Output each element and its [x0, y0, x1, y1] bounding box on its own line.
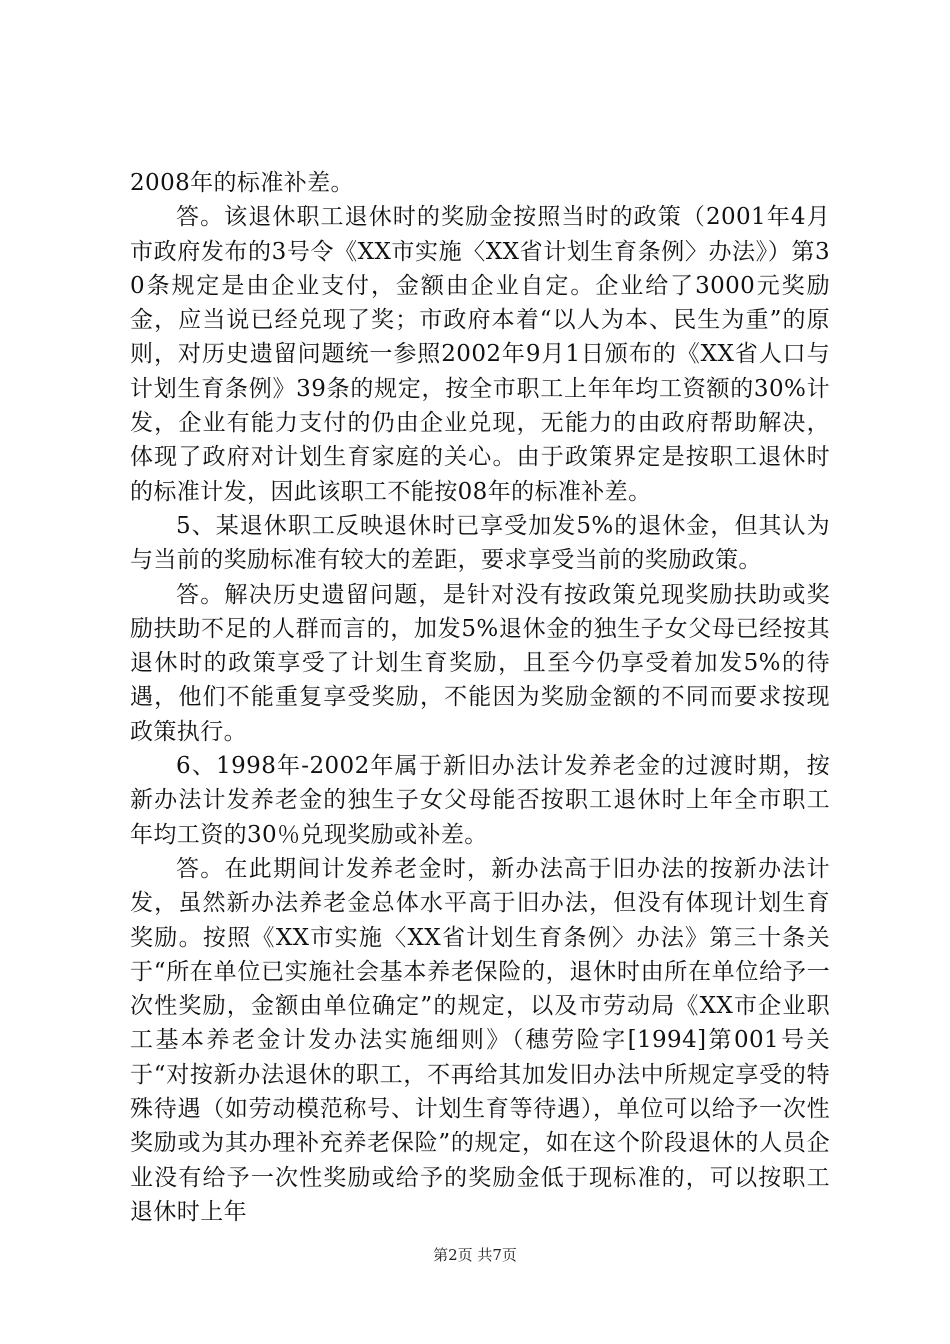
paragraph-question-6: 6、1998年-2002年属于新旧办法计发养老金的过渡时期，按新办法计发养老金的独生子女父母能否按职工退休时上年全市职工年均工资的30％兑现奖励或补差。: [130, 753, 830, 848]
paragraph-answer-6: 答。在此期间计发养老金时，新办法高于旧办法的按新办法计发，虽然新办法养老金总体水平高于旧办法，但没有体现计划生育奖励。按照《XX市实施〈XX省计划生育条例〉办法》第三十条关于“所在单位已实施社会基本养老保险的，退休时由所在单位给予一次性奖励，金额由单位确定”的规定，以及市劳动局《XX市企业职工基本养老金计发办法实施细则》（穗劳险字[1994]第001号关于“对按新办法退休的职工，不再给其加发旧办法中所规定享受的特殊待遇（如劳动模范称号、计划生育等待遇），单位可以给予一次性奖励或为其办理补充养老保险”的规定，如在这个阶段退休的人员企业没有给予一次性奖励或给予的奖励金低于现标准的，可以按职工退休时上年: [130, 855, 830, 1225]
paragraph-answer-4: 答。该退休职工退休时的奖励金按照当时的政策（2001年4月市政府发布的3号令《XX市实施〈XX省计划生育条例〉办法》）第30条规定是由企业支付，金额由企业自定。企业给了3000元奖励金，应当说已经兑现了奖；市政府本着“以人为本、民生为重”的原则，对历史遗留问题统一参照2002年9月1日颁布的《XX省人口与计划生育条例》39条的规定，按全市职工上年年均工资额的30%计发，企业有能力支付的仍由企业兑现，无能力的由政府帮助解决，体现了政府对计划生育家庭的关心。由于政策界定是按职工退休时的标准计发，因此该职工不能按08年的标准补差。: [130, 204, 830, 505]
page-number-footer: 第2页 共7页: [433, 1246, 517, 1264]
document-body: [130, 166, 830, 1229]
paragraph-answer-5: 答。解决历史遗留问题，是针对没有按政策兑现奖励扶助或奖励扶助不足的人群而言的，加发5%退休金的独生子女父母已经按其退休时的政策享受了计划生育奖励，且至今仍享受着加发5%的待遇，他们不能重复享受奖励，不能因为奖励金额的不同而要求按现政策执行。: [130, 581, 830, 745]
paragraph-question-5: 5、某退休职工反映退休时已享受加发5%的退休金，但其认为与当前的奖励标准有较大的差距，要求享受当前的奖励政策。: [130, 512, 830, 574]
paragraph-continuation: 2008年的标准补差。: [130, 170, 354, 196]
